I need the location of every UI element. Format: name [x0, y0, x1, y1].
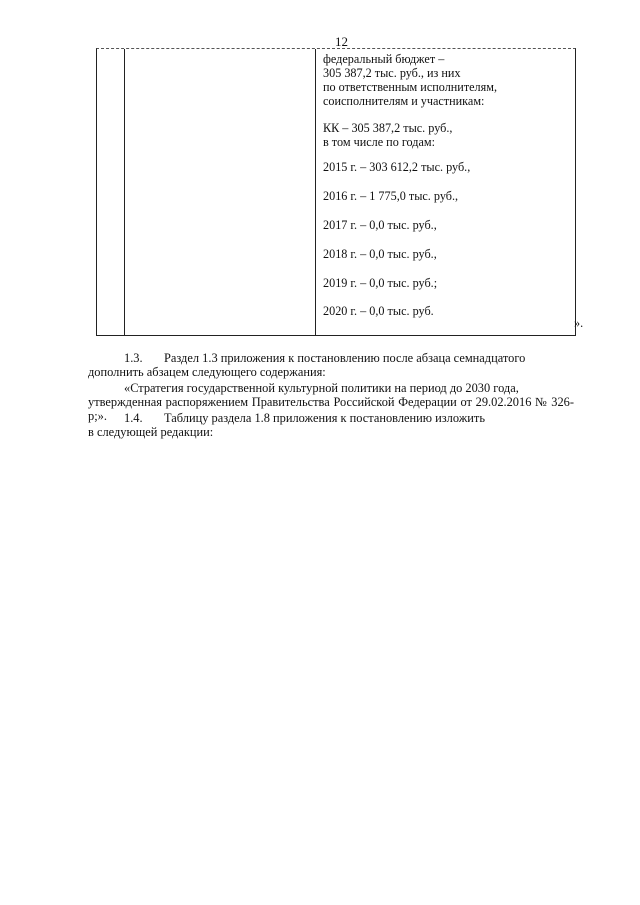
cell-line: по ответственным исполнителям, — [323, 80, 498, 94]
cell-line: КК – 305 387,2 тыс. руб., — [323, 121, 453, 135]
paragraph-text: в следующей редакции: — [88, 425, 214, 439]
paragraph-text: «Стратегия государственной культурной политики на период до 2030 года, — [124, 381, 519, 395]
cell-line: в том числе по годам: — [323, 135, 435, 149]
year-funding-line: 2018 г. – 0,0 тыс. руб., — [323, 247, 437, 261]
paragraph-text: Раздел 1.3 приложения к постановлению после абзаца семнадцатого — [164, 351, 526, 365]
paragraph-text: утвержденная распоряжением Правительства Российской Федерации от 29.02.2016 № 326-р;». — [88, 395, 574, 423]
year-funding-line: 2017 г. – 0,0 тыс. руб., — [323, 218, 437, 232]
table-column-divider — [315, 49, 316, 335]
year-funding-line: 2016 г. – 1 775,0 тыс. руб., — [323, 189, 459, 203]
cell-line: федеральный бюджет – — [323, 52, 445, 66]
paragraph-1-3 — [88, 351, 574, 379]
table-column-divider — [124, 49, 125, 335]
paragraph-1-4 — [88, 411, 574, 439]
closing-quote: ». — [574, 316, 584, 330]
cell-line: соисполнителям и участникам: — [323, 94, 485, 108]
page-number: 12 — [335, 34, 348, 49]
funding-cell — [323, 52, 573, 318]
paragraph-number: 1.3. — [124, 351, 143, 365]
year-funding-line: 2015 г. – 303 612,2 тыс. руб., — [323, 160, 471, 174]
year-funding-line: 2020 г. – 0,0 тыс. руб. — [323, 304, 434, 318]
year-funding-line: 2019 г. – 0,0 тыс. руб.; — [323, 276, 438, 290]
paragraph-text: дополнить абзацем следующего содержания: — [88, 365, 326, 379]
paragraph-number: 1.4. — [124, 411, 143, 425]
funding-table — [96, 48, 576, 336]
cell-line: 305 387,2 тыс. руб., из них — [323, 66, 461, 80]
paragraph-text: Таблицу раздела 1.8 приложения к постановлению изложить — [164, 411, 485, 425]
